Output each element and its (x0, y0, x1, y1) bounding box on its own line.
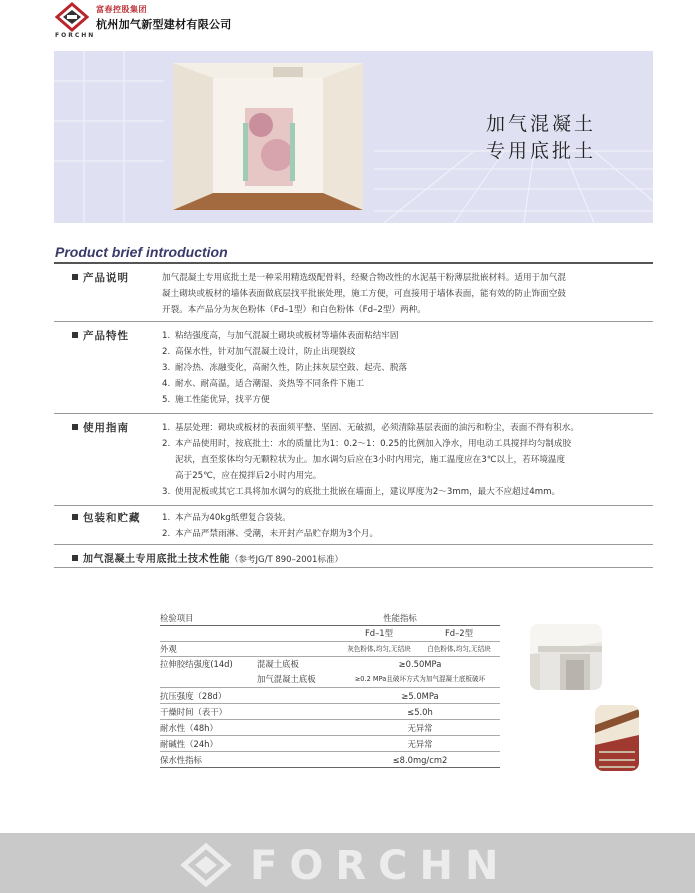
header-type2: Fd–2型 (444, 628, 474, 638)
table-row: 拉伸胶结强度(14d) 混凝土底板 ≥0.50MPa (160, 659, 442, 669)
brand-en: FORCHN (55, 32, 96, 39)
banner-title-line1: 加气混凝土 (486, 113, 597, 135)
list-item-continued: 泥状，直至浆体均匀无颗粒状为止。加水调匀后应在3小时内用完，施工温度应在3℃以上，若环境温度 (175, 455, 566, 465)
hero-banner (54, 51, 653, 223)
intro-heading: Product brief introduction (55, 244, 228, 260)
section-label (72, 420, 129, 435)
bullet-icon (72, 424, 78, 430)
list-item: 1. 基层处理：砌块或板材的表面须平整、坚固、无破损，必须清除基层表面的油污和粉尘，表面不得有积水。 (162, 423, 579, 433)
list-item: 4. 耐水、耐高温，适合潮湿、炎热等不同条件下施工 (162, 379, 365, 389)
table-rule (160, 656, 500, 657)
section-body (162, 328, 654, 408)
section-divider (54, 505, 653, 506)
section-label (72, 270, 129, 285)
spec-reference: （参考JG/T 890–2001标准） (230, 555, 343, 565)
section-divider (54, 413, 653, 414)
intro-rule (54, 262, 653, 264)
footer-bar (0, 833, 695, 893)
table-rule (160, 625, 500, 626)
bullet-icon (72, 555, 78, 561)
staircase-photo (595, 705, 639, 771)
table-rule (160, 751, 500, 752)
list-item: 3. 使用泥板或其它工具将加水调匀的底批土批嵌在墙面上，建议厚度为2～3mm，最大不应超过4mm。 (162, 487, 561, 497)
table-header-row (160, 627, 500, 640)
table-rule (160, 703, 500, 704)
section-label-text: 包装和贮藏 (83, 512, 141, 524)
table-row: 加气混凝土底板 ≥0.2 MPa且破坏方式为加气混凝土底板破坏 (257, 674, 486, 684)
list-item: 2. 本产品严禁雨淋、受潮，未开封产品贮存期为3个月。 (162, 529, 379, 539)
table-rule (160, 735, 500, 736)
footer-logo-icon (180, 843, 232, 887)
group-name: 富春控股集团 (96, 5, 147, 14)
table-row: 外观 灰色粉体,均匀,无结块 白色粉体,均匀,无结块 (160, 644, 491, 654)
header-type1: Fd–1型 (364, 628, 394, 638)
banner-title (486, 111, 596, 165)
company-name: 杭州加气新型建材有限公司 (96, 18, 232, 31)
spec-heading (72, 550, 343, 565)
section-divider (54, 321, 653, 322)
table-row: 保水性指标 ≤8.0mg/cm2 (160, 755, 448, 765)
text-line: 加气混凝土专用底批土是一种采用精选级配骨料，经聚合物改性的水泥基干粉薄层批嵌材料。适用于加气混 (162, 273, 566, 283)
section-label-text: 产品说明 (83, 272, 129, 284)
text-line: 开裂。本产品分为灰色粉体（Fd–1型）和白色粉体（Fd–2型）两种。 (162, 305, 426, 315)
bullet-icon (72, 332, 78, 338)
footer-brand: FORCHN (250, 843, 511, 889)
table-header-row (160, 612, 500, 625)
list-item: 5. 施工性能优异，找平方便 (162, 395, 270, 405)
section-label-text: 使用指南 (83, 422, 129, 434)
spec-heading-text: 加气混凝土专用底批土技术性能 (83, 554, 230, 565)
section-body (162, 510, 654, 542)
header-item: 检验项目 (160, 613, 194, 623)
text-line: 凝土砌块或板材的墙体表面做底层找平批嵌处理，施工方便，可直接用于墙体表面，能有效的防止饰面空鼓 (162, 289, 566, 299)
table-row: 耐水性（48h） 无异常 (160, 723, 433, 733)
list-item: 3. 耐冷热、冻融变化，高耐久性，防止抹灰层空鼓、起壳、脱落 (162, 363, 408, 373)
section-body (162, 420, 660, 500)
table-row: 干燥时间（表干） ≤5.0h (160, 707, 433, 717)
section-divider (54, 544, 653, 545)
ceiling-photo (530, 624, 602, 690)
table-row: 耐碱性（24h） 无异常 (160, 739, 433, 749)
section-label (72, 510, 141, 525)
section-body (162, 270, 654, 318)
table-row: 抗压强度（28d） ≥5.0MPa (160, 691, 439, 701)
interior-room-photo (173, 63, 363, 210)
list-item: 1. 本产品为40kg纸塑复合袋装。 (162, 513, 291, 523)
list-item: 1. 粘结强度高，与加气混凝土砌块或板材等墙体表面粘结牢固 (162, 331, 399, 341)
section-divider (54, 567, 653, 568)
table-rule (160, 687, 500, 688)
table-rule (160, 719, 500, 720)
list-item: 2. 高保水性，针对加气混凝土设计，防止出现裂纹 (162, 347, 356, 357)
header-index: 性能指标 (383, 613, 417, 623)
section-label (72, 328, 129, 343)
section-label-text: 产品特性 (83, 330, 129, 342)
bullet-icon (72, 274, 78, 280)
banner-title-line2: 专用底批土 (486, 140, 597, 162)
table-rule (160, 641, 500, 642)
company-logo (55, 2, 89, 32)
list-item: 2. 本产品使用时，按底批土：水的质量比为1：0.2～1：0.25的比例加入净水，用电动工具搅拌均匀制成胶 (162, 439, 572, 449)
bullet-icon (72, 514, 78, 520)
table-rule (160, 767, 500, 768)
list-item-continued: 高于25℃，应在搅拌后2小时内用完。 (175, 471, 322, 481)
